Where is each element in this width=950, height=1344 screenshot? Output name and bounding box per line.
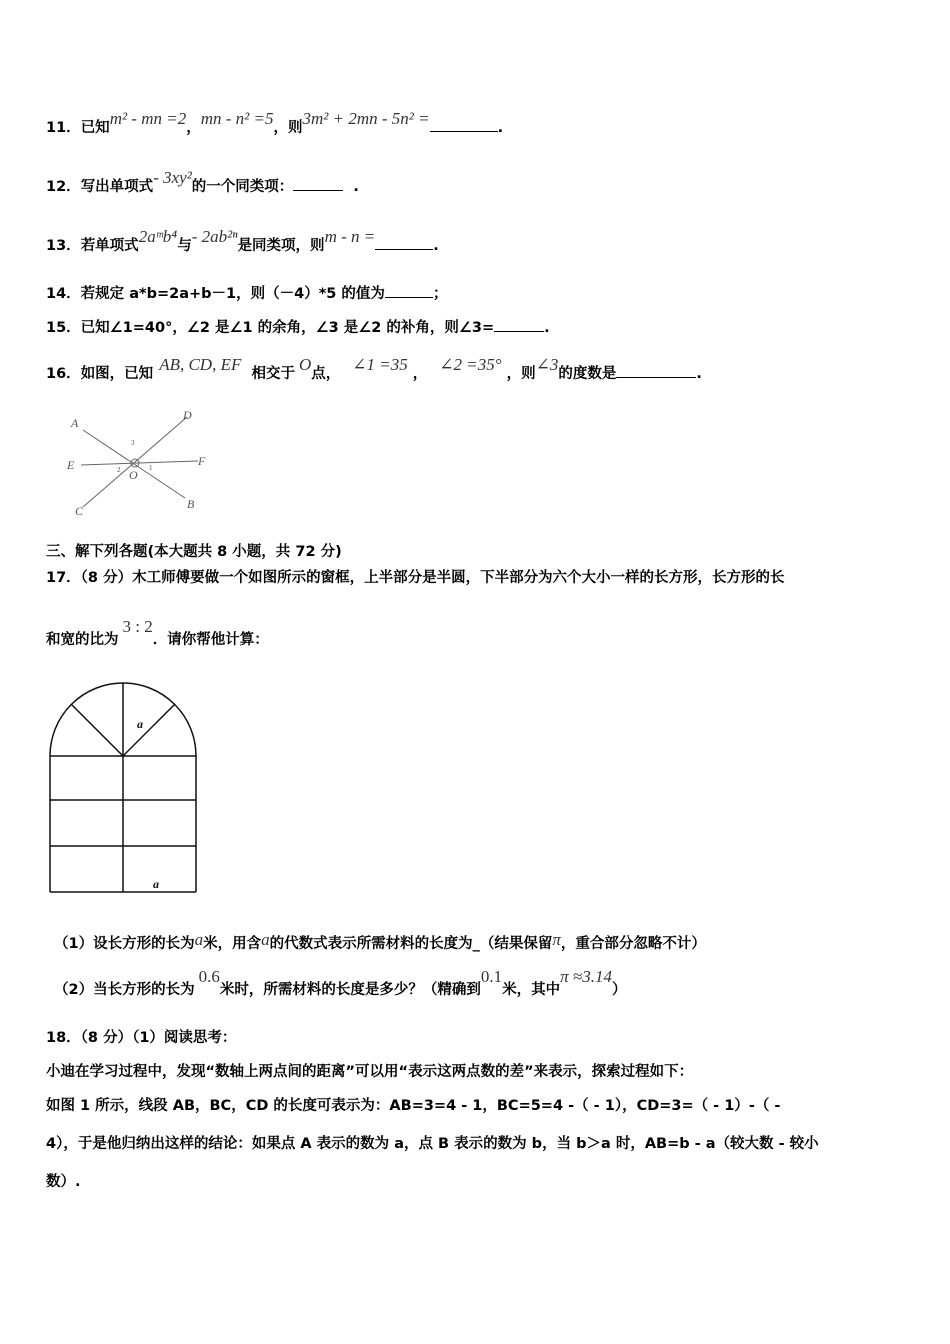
q17-p1-var2: a xyxy=(261,930,270,949)
angle-3-label: 3 xyxy=(131,439,135,447)
q11-number: 11． xyxy=(46,120,81,136)
q17-p2-text3: 米，其中 xyxy=(502,982,561,998)
label-E: E xyxy=(67,458,75,472)
q11-answer-blank[interactable] xyxy=(430,130,498,132)
q15-answer-blank[interactable] xyxy=(494,330,544,332)
angle-1-label: 1 xyxy=(149,464,153,472)
question-14 xyxy=(46,282,447,303)
question-11 xyxy=(46,109,504,137)
q17-p1-var: a xyxy=(194,930,204,949)
label-F: F xyxy=(198,454,206,468)
q11-expr3: 3m² + 2mn - 5n² = xyxy=(302,109,430,128)
q17-p1-text3: 的代数式表示所需材料的长度为_（结果保留 xyxy=(269,936,553,952)
q12-answer-blank[interactable] xyxy=(293,189,343,191)
q16-then: ，则 xyxy=(506,366,536,382)
q16-text4: 的度数是 xyxy=(558,366,617,382)
q14-answer-blank[interactable] xyxy=(385,296,433,298)
label-a-top: a xyxy=(137,717,143,731)
q12-expr: - 3xy² xyxy=(153,168,192,187)
q16-figure xyxy=(55,405,235,520)
q17-part2 xyxy=(54,967,627,999)
q13-expr3: m - n = xyxy=(324,227,376,246)
q16-text3: 点， xyxy=(311,366,341,382)
q16-text: 如图，已知 xyxy=(80,366,154,382)
q17-line2 xyxy=(46,617,269,649)
q14-text: 14．若规定 a*b=2a+b－1，则（－4）*5 的值为 xyxy=(46,286,385,302)
q17-p2-pi: π ≈3.14 xyxy=(560,967,612,986)
q17-ratio: 3 : 2 xyxy=(122,617,153,636)
label-C: C xyxy=(75,504,84,518)
label-a-bottom: a xyxy=(153,877,159,891)
q17-p2-text2: 米时，所需材料的长度是多少？（精确到 xyxy=(219,982,481,998)
q18-line4: 4），于是他归纳出这样的结论：如果点 A 表示的数为 a，点 B 表示的数为 b，当 b＞a 时，AB=b - a（较大数 - 较小 xyxy=(46,1136,819,1152)
q16-angle2: ∠2 =35° xyxy=(439,355,502,374)
frame-line xyxy=(71,704,123,756)
q17-part1 xyxy=(54,932,706,953)
q16-angle1: ∠1 =35 xyxy=(352,355,408,374)
q16-end: . xyxy=(696,366,702,382)
q17-p2-text4: ） xyxy=(611,982,627,998)
q16-answer-blank[interactable] xyxy=(616,376,696,378)
q18-line1: 18．（8 分）（1）阅读思考： xyxy=(46,1030,237,1046)
question-16 xyxy=(46,355,702,383)
q17-ask: ．请你帮他计算： xyxy=(152,632,269,648)
q13-text3: 是同类项，则 xyxy=(237,238,325,254)
window-frame-figure xyxy=(45,670,205,902)
q15-end: . xyxy=(544,320,550,336)
q13-expr1: 2aᵐb⁴ xyxy=(138,227,178,246)
q14-end: ； xyxy=(432,286,448,302)
q13-text: 若单项式 xyxy=(80,238,139,254)
label-O: O xyxy=(129,468,138,482)
question-12 xyxy=(46,168,359,196)
q11-text: 已知 xyxy=(80,120,110,136)
q16-point: O xyxy=(298,355,312,374)
q12-text: 写出单项式 xyxy=(80,179,154,195)
q17-p2-value: 0.6 xyxy=(198,967,220,986)
q12-end: . xyxy=(353,179,359,195)
q11-expr2: mn - n² =5 xyxy=(200,109,274,128)
q16-sep: ， xyxy=(412,366,428,382)
q18-line5: 数）. xyxy=(46,1174,81,1190)
label-B: B xyxy=(187,497,195,511)
label-D: D xyxy=(183,408,192,422)
q17-p1-pi: π xyxy=(552,930,561,949)
label-A: A xyxy=(71,416,79,430)
question-13 xyxy=(46,227,439,255)
q17-line1: 17．（8 分）木工师傅要做一个如图所示的窗框，上半部分是半圆，下半部分为六个大小一样的长方形，长方形的长 xyxy=(46,570,785,586)
q17-ratio-text: 和宽的比为 xyxy=(46,632,119,648)
q11-end: . xyxy=(497,120,504,136)
q13-end: . xyxy=(433,238,439,254)
q17-p2-text: （2）当长方形的长为 xyxy=(54,982,195,998)
q13-number: 13． xyxy=(46,238,81,254)
question-15 xyxy=(46,316,550,337)
q13-expr2: - 2ab²ⁿ xyxy=(191,227,238,246)
q15-text: 15．已知∠1=40°，∠2 是∠1 的余角，∠3 是∠2 的补角，则∠3= xyxy=(46,320,495,336)
q17-p1-text: （1）设长方形的长为 xyxy=(54,936,195,952)
q16-text2: 相交于 xyxy=(251,366,295,382)
q11-then: ，则 xyxy=(273,120,303,136)
q18-line2: 小迪在学习过程中，发现“数轴上两点间的距离”可以用“表示这两点数的差”来表示，探索过程如下： xyxy=(46,1064,694,1080)
q13-with: 与 xyxy=(177,238,192,254)
q16-number: 16． xyxy=(46,366,81,382)
q16-angle3: ∠3 xyxy=(535,355,559,374)
q17-p1-text4: ，重合部分忽略不计） xyxy=(560,936,706,952)
q16-lines: AB, CD, EF xyxy=(159,355,242,374)
q17-p1-text2: 米，用含 xyxy=(203,936,262,952)
q17-p2-value2: 0.1 xyxy=(480,967,503,986)
frame-line xyxy=(123,704,175,756)
q11-expr1: m² - mn =2 xyxy=(109,109,187,128)
q18-line3: 如图 1 所示，线段 AB，BC，CD 的长度可表示为：AB=3=4 - 1，BC=5=4 -（ - 1），CD=3=（ - 1）-（ - xyxy=(46,1098,781,1114)
angle-2-label: 2 xyxy=(117,466,121,474)
q12-number: 12． xyxy=(46,179,81,195)
q11-sep: ， xyxy=(186,120,201,136)
q13-answer-blank[interactable] xyxy=(375,248,433,250)
q12-text2: 的一个同类项： xyxy=(191,179,294,195)
section-3-heading: 三、解下列各题(本大题共 8 小题，共 72 分) xyxy=(46,544,342,560)
